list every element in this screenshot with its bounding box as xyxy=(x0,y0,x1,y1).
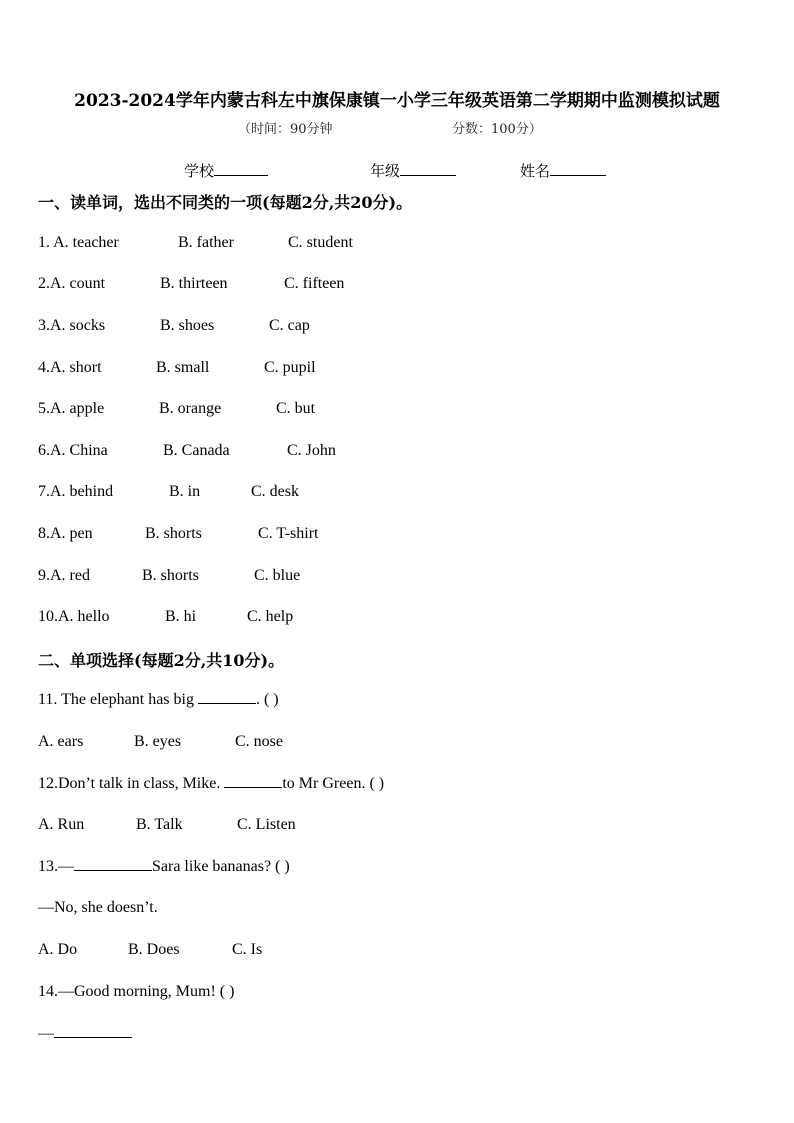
option-c: C. desk xyxy=(251,483,299,500)
q13-answer-paren: Sara like bananas? ( ) xyxy=(152,858,290,875)
name-field[interactable] xyxy=(520,160,606,181)
q11-answer-paren: . ( ) xyxy=(255,691,279,708)
page-title: 2023-2024学年内蒙古科左中旗保康镇一小学三年级英语第二学期期中监测模拟试题 xyxy=(74,91,720,111)
option-a: 6.A. China xyxy=(38,442,108,459)
option-c: C. blue xyxy=(254,567,301,584)
option-a: 7.A. behind xyxy=(38,483,114,500)
school-blank[interactable] xyxy=(214,161,268,176)
school-field[interactable] xyxy=(184,160,268,181)
option-a: 1. A. teacher xyxy=(38,234,119,251)
option-c: C. but xyxy=(276,400,316,417)
option-b: B. hi xyxy=(165,608,197,625)
option-b: B. Talk xyxy=(136,816,183,833)
option-b: B. small xyxy=(156,359,210,376)
q14-reply xyxy=(38,1025,132,1043)
q11-stem: 11. The elephant has big xyxy=(38,691,198,708)
option-a: 4.A. short xyxy=(38,359,102,376)
option-b: B. Does xyxy=(128,941,180,958)
q14-blank[interactable] xyxy=(54,1025,132,1038)
option-a: A. Do xyxy=(38,941,78,958)
option-a: A. Run xyxy=(38,816,85,833)
option-a: 5.A. apple xyxy=(38,400,105,417)
option-c: C. cap xyxy=(269,317,310,334)
section2-title: 二、单项选择(每题2分,共10分)。 xyxy=(38,651,285,670)
option-b: B. father xyxy=(178,234,234,251)
option-a: 9.A. red xyxy=(38,567,90,584)
option-c: C. Is xyxy=(232,941,263,958)
option-b: B. shorts xyxy=(145,525,202,542)
section1-title: 一、读单词，选出不同类的一项(每题2分,共20分)。 xyxy=(38,193,413,212)
option-c: C. student xyxy=(288,234,353,251)
question-13 xyxy=(38,858,290,876)
exam-time: （时间：90分钟 xyxy=(238,122,333,137)
name-label: 姓名 xyxy=(520,162,551,180)
q12-answer-paren: to Mr Green. ( ) xyxy=(282,775,385,792)
option-a: 3.A. socks xyxy=(38,317,106,334)
grade-label: 年级 xyxy=(370,162,401,180)
option-c: C. T-shirt xyxy=(258,525,319,542)
question-14: 14.—Good morning, Mum! ( ) xyxy=(38,983,235,1000)
q14-reply-dash: — xyxy=(38,1025,54,1042)
option-a: 8.A. pen xyxy=(38,525,93,542)
option-c: C. pupil xyxy=(264,359,316,376)
option-b: B. eyes xyxy=(134,733,182,750)
option-c: C. fifteen xyxy=(284,275,345,292)
q13-reply: —No, she doesn’t. xyxy=(38,899,158,916)
q11-blank[interactable] xyxy=(198,691,256,704)
option-b: B. shoes xyxy=(160,317,215,334)
option-c: C. John xyxy=(287,442,336,459)
option-b: B. shorts xyxy=(142,567,199,584)
option-c: C. Listen xyxy=(237,816,296,833)
name-blank[interactable] xyxy=(550,161,606,176)
question-11 xyxy=(38,691,279,709)
option-c: C. nose xyxy=(235,733,283,750)
school-label: 学校 xyxy=(184,162,215,180)
grade-field[interactable] xyxy=(370,160,456,181)
option-b: B. Canada xyxy=(163,442,230,459)
exam-score: 分数：100分） xyxy=(452,122,542,137)
grade-blank[interactable] xyxy=(400,161,456,176)
option-a: A. ears xyxy=(38,733,84,750)
option-b: B. orange xyxy=(159,400,222,417)
question-12 xyxy=(38,775,384,793)
option-b: B. thirteen xyxy=(160,275,228,292)
option-c: C. help xyxy=(247,608,294,625)
q12-stem: 12.Don’t talk in class, Mike. xyxy=(38,775,225,792)
option-a: 10.A. hello xyxy=(38,608,110,625)
option-a: 2.A. count xyxy=(38,275,106,292)
q13-blank[interactable] xyxy=(74,858,152,871)
q13-stem: 13.— xyxy=(38,858,74,875)
q12-blank[interactable] xyxy=(224,775,282,788)
option-b: B. in xyxy=(169,483,201,500)
